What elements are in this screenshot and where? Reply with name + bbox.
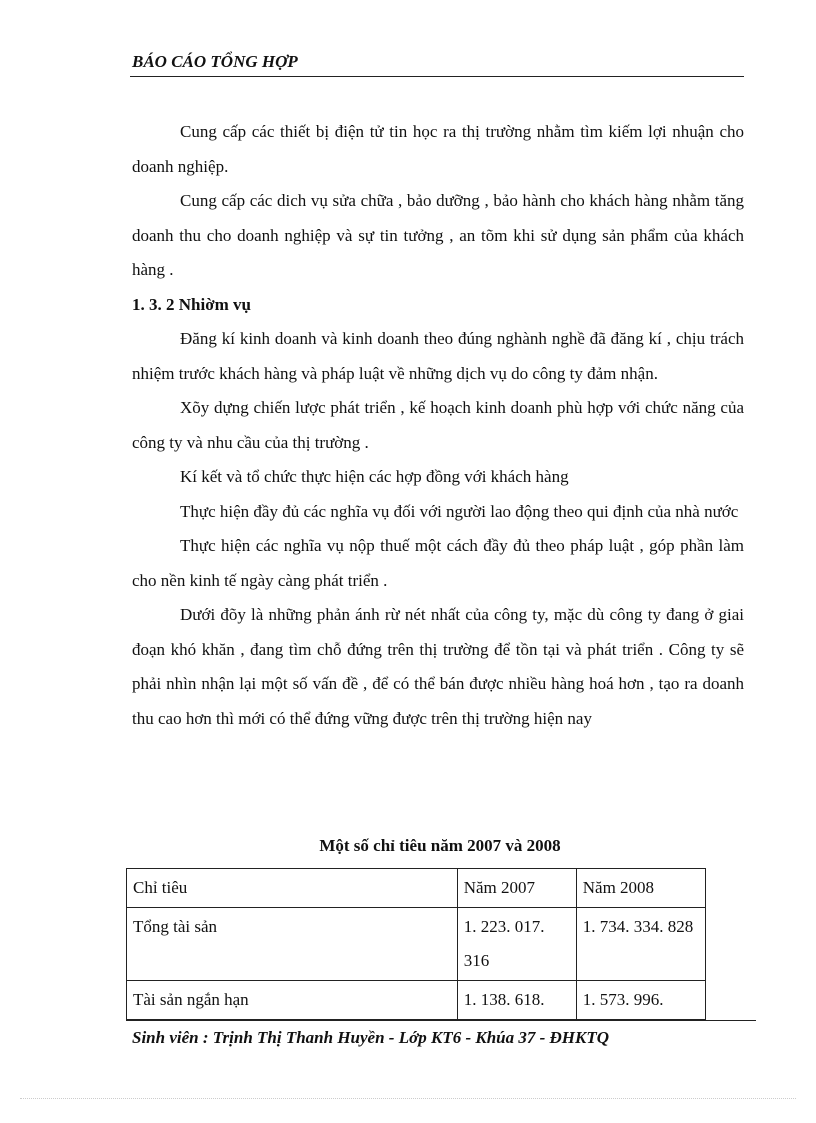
page-footer: Sinh viên : Trịnh Thị Thanh Huyền - Lớp KT6 - Khúa 37 - ĐHKTQ (132, 1028, 610, 1047)
cell-2007: 1. 223. 017. 316 (457, 908, 576, 981)
cell-indicator: Tổng tài sản (127, 908, 458, 981)
paragraph-3: Đăng kí kinh doanh và kinh doanh theo đúng nghành nghề đã đăng kí , chịu trách nhiệm trước khách hàng và pháp luật về những dịch vụ do công ty đảm nhận. (132, 329, 744, 383)
cell-2008: 1. 573. 996. (576, 981, 705, 1020)
paragraph-1: Cung cấp các thiết bị điện tử tin học ra thị trường nhằm tìm kiếm lợi nhuận cho doanh nghiệp. (132, 122, 744, 176)
cell-indicator: Tài sản ngắn hạn (127, 981, 458, 1020)
section-heading: 1. 3. 2 Nhiờm vụ (132, 294, 251, 314)
table-row (127, 981, 706, 1020)
cell-2007: 1. 138. 618. (457, 981, 576, 1020)
paragraph-2: Cung cấp các dich vụ sửa chữa , bảo dưỡng , bảo hành cho khách hàng nhằm tăng doanh thu cho doanh nghiệp và sự tin tưởng , an tõm khi sử dụng sản phẩm của khách hàng . (132, 191, 744, 279)
paragraph-8: Dưới đõy là những phản ánh rừ nét nhất của công ty, mặc dù công ty đang ở giai đoạn khó khăn , đang tìm chỗ đứng trên thị trường để tồn tại và phát triển . Công ty sẽ phải nhìn nhận lại một số vấn đề , để có thể bán được nhiều hàng hoá hơn , tạo ra doanh thu cao hơn thì mới có thể đứng vững được trên thị trường hiện nay (132, 605, 744, 728)
page-bottom-dotted-line (20, 1098, 796, 1099)
cell-2008: 1. 734. 334. 828 (576, 908, 705, 981)
footer-divider (126, 1020, 756, 1021)
table-title: Một số chỉ tiêu năm 2007 và 2008 (319, 836, 561, 855)
header-cell-indicator: Chỉ tiêu (127, 869, 458, 908)
paragraph-6: Thực hiện đầy đủ các nghĩa vụ đối với người lao động theo qui định của nhà nước (180, 501, 739, 521)
table-row (127, 908, 706, 981)
paragraph-5: Kí kết và tổ chức thực hiện các hợp đồng với khách hàng (180, 467, 569, 486)
page-header-title: BÁO CÁO TỔNG HỢP (132, 52, 298, 71)
header-cell-2007: Năm 2007 (457, 869, 576, 908)
paragraph-7: Thực hiện các nghĩa vụ nộp thuế một cách đầy đủ theo pháp luật , góp phần làm cho nền kinh tế ngày càng phát triển . (132, 536, 744, 590)
header-cell-2008: Năm 2008 (576, 869, 705, 908)
indicators-table (126, 868, 706, 1020)
paragraph-4: Xõy dựng chiến lược phát triển , kế hoạch kinh doanh phù hợp với chức năng của công ty và nhu cầu của thị trường . (132, 398, 744, 452)
table-header-row (127, 869, 706, 908)
document-body (132, 115, 744, 736)
header-divider (130, 76, 744, 77)
